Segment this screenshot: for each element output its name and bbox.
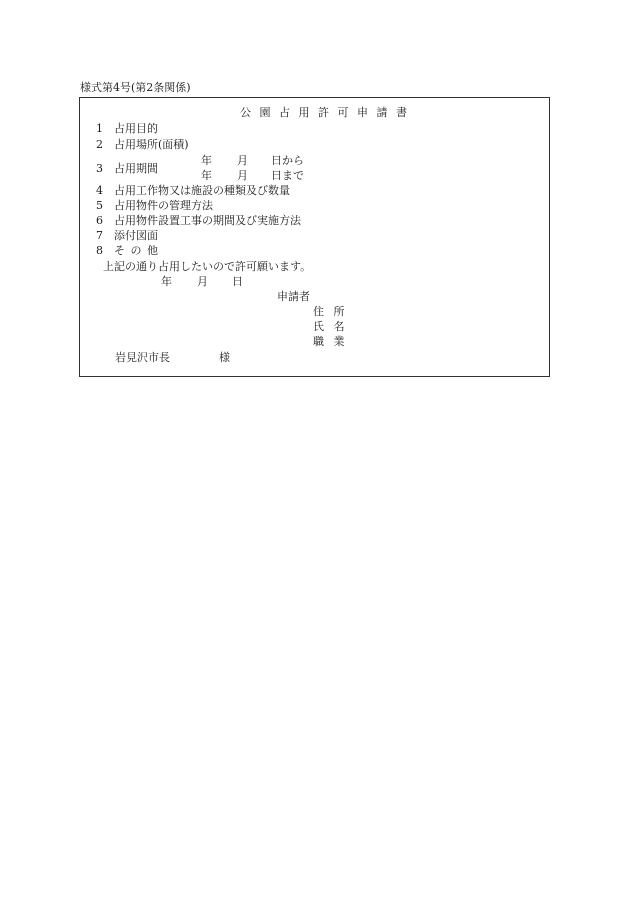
item-label-location: 占用場所(面積) bbox=[114, 138, 189, 151]
period-to-day: 日まで bbox=[271, 169, 304, 182]
item-label-construction: 占用物件設置工事の期間及び実施方法 bbox=[114, 214, 301, 227]
item-label-facility-type: 占用工作物又は施設の種類及び数量 bbox=[114, 184, 290, 197]
item-label-period: 占用期間 bbox=[114, 162, 158, 175]
date-day: 日 bbox=[232, 275, 243, 288]
form-title: 公 園 占 用 許 可 申 請 書 bbox=[240, 106, 410, 119]
item-number: 3 bbox=[96, 162, 103, 175]
applicant-address-label: 住 所 bbox=[313, 305, 348, 318]
request-statement: 上記の通り占用したいので許可願います。 bbox=[103, 260, 312, 273]
item-number: 1 bbox=[96, 122, 103, 135]
item-number: 8 bbox=[96, 244, 103, 257]
period-from-month: 月 bbox=[237, 154, 248, 167]
item-label-other: そ の 他 bbox=[114, 244, 159, 257]
item-label-purpose: 占用目的 bbox=[114, 122, 158, 135]
applicant-name-label: 氏 名 bbox=[313, 320, 348, 333]
item-label-drawings: 添付図面 bbox=[114, 229, 158, 242]
form-number: 様式第4号(第2条関係) bbox=[80, 81, 191, 94]
item-number: 5 bbox=[96, 199, 103, 212]
item-number: 2 bbox=[96, 138, 103, 151]
item-number: 6 bbox=[96, 214, 103, 227]
period-to-year: 年 bbox=[201, 169, 212, 182]
applicant-occupation-label: 職 業 bbox=[313, 335, 348, 348]
item-number: 7 bbox=[96, 229, 103, 242]
item-number: 4 bbox=[96, 184, 103, 197]
date-month: 月 bbox=[197, 275, 208, 288]
period-from-year: 年 bbox=[201, 154, 212, 167]
applicant-heading: 申請者 bbox=[277, 290, 310, 303]
addressee-name: 岩見沢市長 bbox=[115, 351, 170, 364]
date-year: 年 bbox=[161, 275, 172, 288]
addressee-honorific: 様 bbox=[219, 351, 230, 364]
item-label-management: 占用物件の管理方法 bbox=[114, 199, 213, 212]
period-from-day: 日から bbox=[271, 154, 304, 167]
period-to-month: 月 bbox=[237, 169, 248, 182]
